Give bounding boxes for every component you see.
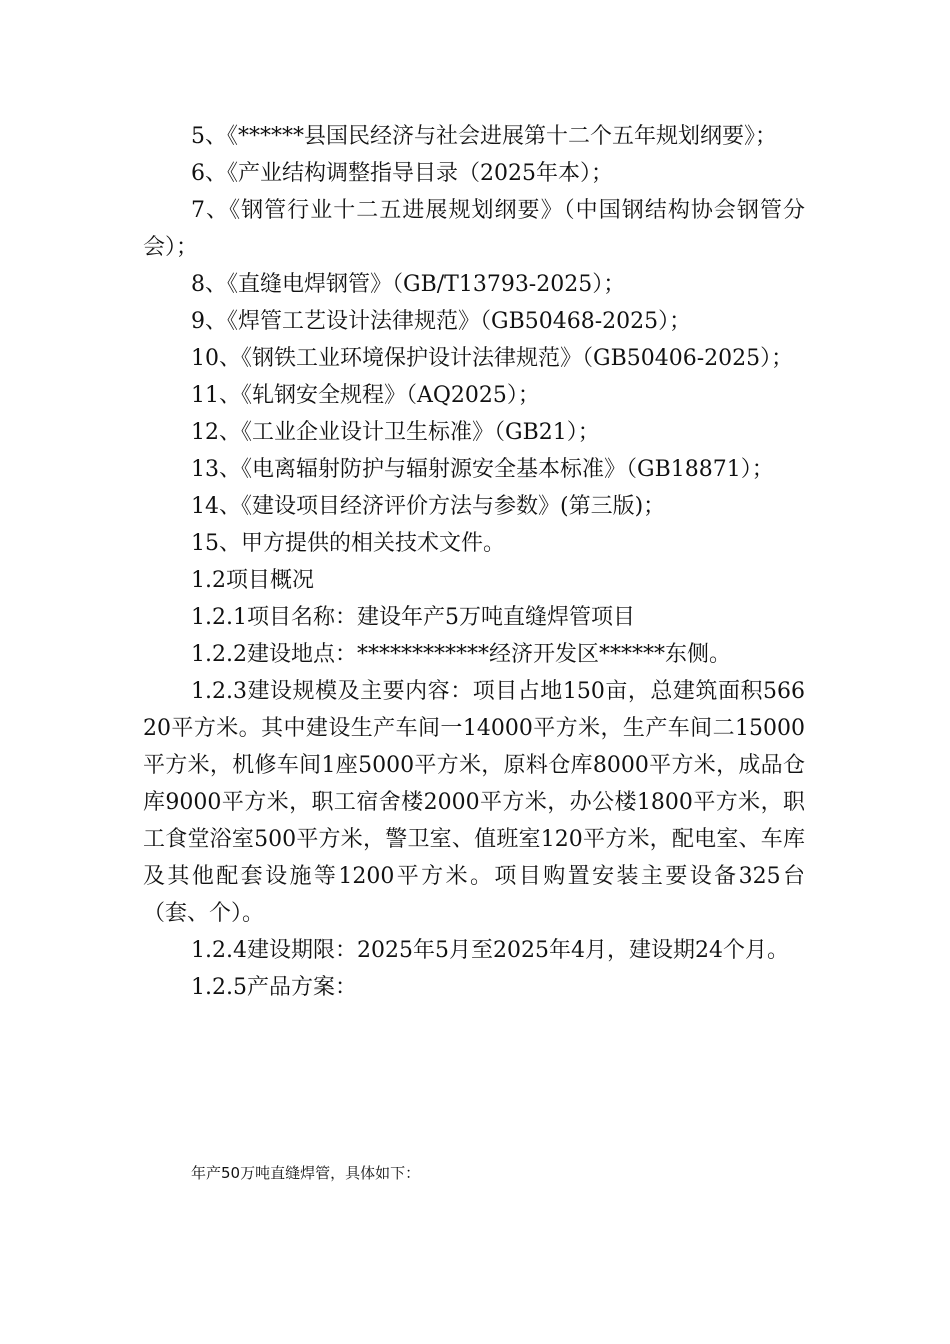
project-location-paragraph: 1.2.2建设地点：************经济开发区******东侧。 bbox=[191, 642, 731, 667]
paragraph-item-15: 15、甲方提供的相关技术文件。 bbox=[191, 531, 505, 556]
document-body bbox=[143, 118, 805, 1006]
project-scale-paragraph: 1.2.3建设规模及主要内容：项目占地150亩，总建筑面积56620平方米。其中建设生产车间一14000平方米，生产车间二15000平方米，机修车间1座5000平方米，原料仓库8000平方米，成品仓库9000平方米，职工宿舍楼2000平方米，办公楼1800平方米，职工食堂浴室500平方米，警卫室、值班室120平方米，配电室、车库及其他配套设施等1200平方米。项目购置安装主要设备325台（套、个）。 bbox=[143, 679, 805, 926]
paragraph-item-12: 12、《工业企业设计卫生标准》（GB21）； bbox=[191, 420, 600, 445]
paragraph-item-7: 7、《钢管行业十二五进展规划纲要》（中国钢结构协会钢管分会）； bbox=[143, 198, 805, 260]
project-name-paragraph: 1.2.1项目名称：建设年产5万吨直缝焊管项目 bbox=[191, 605, 635, 630]
paragraph-item-10: 10、《钢铁工业环境保护设计法律规范》（GB50406-2025）； bbox=[191, 346, 794, 371]
product-plan-heading: 1.2.5产品方案： bbox=[191, 975, 357, 1000]
paragraph-item-11: 11、《轧钢安全规程》（AQ2025）； bbox=[191, 383, 540, 408]
paragraph-item-14: 14、《建设项目经济评价方法与参数》(第三版)； bbox=[191, 494, 666, 519]
paragraph-item-5: 5、《******县国民经济与社会进展第十二个五年规划纲要》； bbox=[191, 124, 777, 149]
paragraph-item-13: 13、《电离辐射防护与辐射源安全基本标准》（GB18871）； bbox=[191, 457, 774, 482]
product-plan-note: 年产50万吨直缝焊管，具体如下： bbox=[191, 1164, 421, 1182]
paragraph-item-9: 9、《焊管工艺设计法律规范》（GB50468-2025）； bbox=[191, 309, 692, 334]
paragraph-item-6: 6、《产业结构调整指导目录（2025年本）； bbox=[191, 161, 613, 186]
section-heading-project-overview: 1.2项目概况 bbox=[191, 568, 314, 593]
project-period-paragraph: 1.2.4建设期限：2025年5月至2025年4月，建设期24个月。 bbox=[191, 938, 789, 963]
paragraph-item-8: 8、《直缝电焊钢管》（GB/T13793-2025）； bbox=[191, 272, 626, 297]
